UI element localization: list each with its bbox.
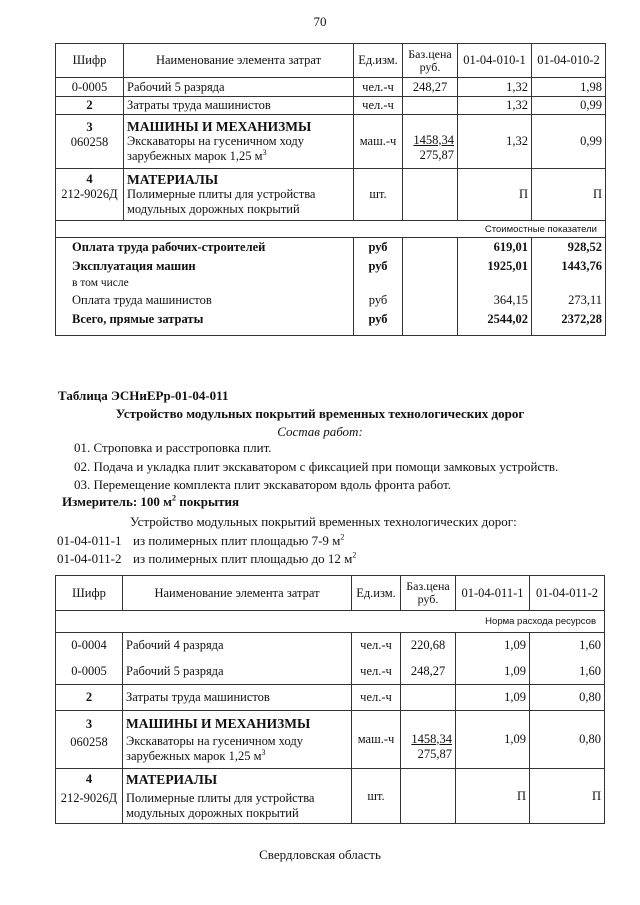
section-name: МАШИНЫ И МЕХАНИЗМЫ <box>126 715 311 731</box>
row-price-bottom: 275,87 <box>417 746 452 761</box>
table-row <box>56 659 605 685</box>
section-code: 3 <box>85 716 93 731</box>
cost-value-1 <box>458 275 532 292</box>
cost-unit: руб <box>354 310 403 336</box>
row-name: Полимерные плиты для устройства модульных дорожных покрытий <box>127 187 316 216</box>
row-code: 0-0005 <box>56 659 123 685</box>
row-price-bottom: 275,87 <box>419 147 454 162</box>
row-code: 060258 <box>70 135 109 149</box>
cost-row <box>56 238 606 258</box>
row-code: 060258 <box>70 734 108 749</box>
table-row <box>56 685 605 711</box>
cost-label: Оплата труда машинистов <box>56 292 354 310</box>
row-unit: шт. <box>352 769 401 824</box>
table-row <box>56 97 606 115</box>
variant-code: 01-04-011-2 <box>57 551 122 566</box>
row-value-2: 0,80 <box>530 711 605 769</box>
row-value-1: 1,09 <box>456 711 530 769</box>
row-value-2: 1,60 <box>530 659 605 685</box>
row-price: 248,27 <box>401 659 456 685</box>
header-price: Баз.цена руб. <box>403 44 458 78</box>
table-title: Таблица ЭСНиЕРр-01-04-011 <box>58 388 229 403</box>
header-col1: 01-04-011-1 <box>456 576 530 611</box>
cost-indicators-label-row <box>56 221 606 238</box>
norm-label-row <box>56 611 605 633</box>
variant-text: из полимерных плит площадью до 12 $м^2$ <box>133 550 357 566</box>
row-name: Экскаваторы на гусеничном ходу зарубежных марок 1,25 $м^3$ <box>127 134 304 163</box>
cost-indicators-label: Стоимостные показатели <box>56 221 606 238</box>
row-value-2: 0,80 <box>530 685 605 711</box>
section-code: 3 <box>86 120 93 134</box>
header-unit: Ед.изм. <box>354 44 403 78</box>
table-header-row <box>56 44 606 78</box>
table-header-row <box>56 576 605 611</box>
cost-row <box>56 275 606 292</box>
row-unit: чел.-ч <box>354 97 403 115</box>
row-unit: чел.-ч <box>354 78 403 97</box>
row-value-1: П <box>458 169 532 221</box>
header-col1: 01-04-010-1 <box>458 44 532 78</box>
row-code: 212-9026Д <box>60 790 118 805</box>
row-name: Полимерные плиты для устройства модульных дорожных покрытий <box>126 790 315 820</box>
header-price: Баз.цена руб. <box>401 576 456 611</box>
row-unit: шт. <box>354 169 403 221</box>
row-unit: чел.-ч <box>352 685 401 711</box>
cost-value-1: 2544,02 <box>458 310 532 336</box>
measure-unit: Измеритель: 100 $м^2$ покрытия <box>62 493 240 509</box>
work-item: 01. Строповка и расстроповка плит. <box>74 440 272 455</box>
row-value-2: 0,99 <box>532 115 606 169</box>
cost-value-1: 364,15 <box>458 292 532 310</box>
cost-value-1: 619,01 <box>458 238 532 258</box>
cost-value-2: 2372,28 <box>532 310 606 336</box>
row-value-1: 1,09 <box>456 633 530 659</box>
row-value-1: П <box>456 769 530 824</box>
page-number: 70 <box>313 14 327 29</box>
cost-value-1: 1925,01 <box>458 258 532 275</box>
table-row-materials <box>56 769 605 824</box>
row-value-2: 1,60 <box>530 633 605 659</box>
cost-value-2: 928,52 <box>532 238 606 258</box>
cost-unit: руб <box>354 238 403 258</box>
cost-value-2: 273,11 <box>532 292 606 310</box>
page-footer-region: Свердловская область <box>259 847 381 862</box>
row-code: 0-0005 <box>56 78 124 97</box>
section-name: МАТЕРИАЛЫ <box>126 771 218 787</box>
estimate-table-01-04-010 <box>55 43 606 336</box>
row-name: Экскаваторы на гусеничном ходу зарубежных марок 1,25 $м^3$ <box>126 733 303 763</box>
table-row-machines <box>56 115 606 169</box>
cost-unit: руб <box>354 292 403 310</box>
row-code: 0-0004 <box>56 633 123 659</box>
header-col2: 01-04-011-2 <box>530 576 605 611</box>
cost-row <box>56 292 606 310</box>
row-value-1: 1,32 <box>458 78 532 97</box>
cost-unit: руб <box>354 258 403 275</box>
row-price: 248,27 <box>403 78 458 97</box>
row-name: Затраты труда машинистов <box>124 97 354 115</box>
row-value-2: П <box>532 169 606 221</box>
variants-description: Устройство модульных покрытий временных технологических дорог: <box>130 514 517 529</box>
row-unit: чел.-ч <box>352 633 401 659</box>
row-name: Затраты труда машинистов <box>123 685 352 711</box>
row-price <box>403 97 458 115</box>
header-unit: Ед.изм. <box>352 576 401 611</box>
work-item: 02. Подача и укладка плит экскаватором с фиксацией при помощи замковых устройств. <box>74 459 559 474</box>
row-name: Рабочий 5 разряда <box>124 78 354 97</box>
cost-value-2: 1443,76 <box>532 258 606 275</box>
row-unit: маш.-ч <box>354 115 403 169</box>
section-code: 4 <box>85 771 93 786</box>
cost-row <box>56 258 606 275</box>
row-unit: маш.-ч <box>352 711 401 769</box>
header-code: Шифр <box>56 44 124 78</box>
cost-label: в том числе <box>56 275 354 292</box>
section-name: МАШИНЫ И МЕХАНИЗМЫ <box>127 119 312 134</box>
row-unit: чел.-ч <box>352 659 401 685</box>
work-item: 03. Перемещение комплекта плит экскаватором вдоль фронта работ. <box>74 477 452 492</box>
cost-row-total <box>56 310 606 336</box>
header-name: Наименование элемента затрат <box>124 44 354 78</box>
cost-label: Всего, прямые затраты <box>56 310 354 336</box>
row-value-1: 1,32 <box>458 115 532 169</box>
table-subtitle: Устройство модульных покрытий временных технологических дорог <box>115 406 525 421</box>
section-name: МАТЕРИАЛЫ <box>127 172 219 187</box>
row-value-1: 1,32 <box>458 97 532 115</box>
row-price: 220,68 <box>401 633 456 659</box>
row-code: 2 <box>56 97 124 115</box>
cost-label: Эксплуатация машин <box>56 258 354 275</box>
row-price-top: 1458,34 <box>413 132 454 147</box>
row-value-2: П <box>530 769 605 824</box>
row-price <box>401 769 456 824</box>
table-row <box>56 78 606 97</box>
norm-label: Норма расхода ресурсов <box>56 611 605 633</box>
cost-label: Оплата труда рабочих-строителей <box>56 238 354 258</box>
row-value-2: 0,99 <box>532 97 606 115</box>
row-value-1: 1,09 <box>456 659 530 685</box>
cost-unit <box>354 275 403 292</box>
cost-value-2 <box>532 275 606 292</box>
row-value-2: 1,98 <box>532 78 606 97</box>
table-row-machines <box>56 711 605 769</box>
works-title: Состав работ: <box>277 424 363 439</box>
variant-code: 01-04-011-1 <box>57 533 122 548</box>
header-code: Шифр <box>56 576 123 611</box>
row-code: 212-9026Д <box>61 187 118 201</box>
row-code: 2 <box>56 685 123 711</box>
row-price <box>401 685 456 711</box>
row-name: Рабочий 4 разряда <box>123 633 352 659</box>
row-price <box>403 169 458 221</box>
section-code: 4 <box>86 172 93 186</box>
row-name: Рабочий 5 разряда <box>123 659 352 685</box>
row-price-top: 1458,34 <box>411 731 452 746</box>
estimate-table-01-04-011 <box>55 575 605 824</box>
table-row <box>56 633 605 659</box>
header-col2: 01-04-010-2 <box>532 44 606 78</box>
table-row-materials <box>56 169 606 221</box>
variant-text: из полимерных плит площадью 7-9 $м^2$ <box>133 532 345 548</box>
row-value-1: 1,09 <box>456 685 530 711</box>
header-name: Наименование элемента затрат <box>123 576 352 611</box>
